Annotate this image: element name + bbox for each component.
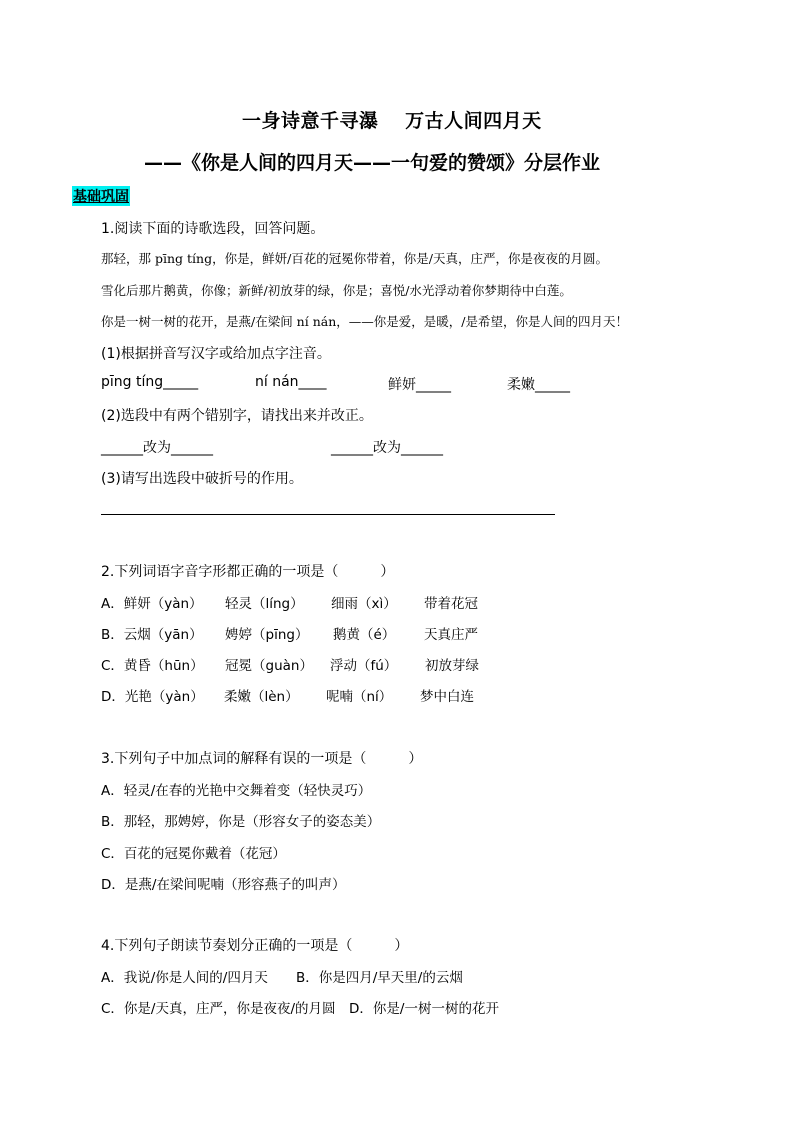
q1-poem-line: 雪化后那片鹅黄，你像；新鲜/初放芽的绿，你是；喜悦/水光浮动着你梦期待中白莲。 xyxy=(101,283,572,298)
q2-option-d-item: 梦中白连 xyxy=(420,689,474,705)
q2-option-a-item: 带着花冠 xyxy=(424,596,478,612)
q1-blank: pīng tíng_____ xyxy=(101,374,199,390)
section-badge: 基础巩固 xyxy=(72,186,130,206)
q3-option-d: D．是燕/在梁间呢喃（形容燕子的叫声） xyxy=(101,877,346,893)
q1-stem: 1.阅读下面的诗歌选段，回答问题。 xyxy=(101,221,325,237)
q2-option-d-item: 呢喃（ní） xyxy=(326,689,393,705)
q1-correction-blank: ______改为______ xyxy=(331,440,443,456)
q2-option-c-item: 冠冕（guàn） xyxy=(225,658,313,674)
q1-sub3: (3)请写出选段中破折号的作用。 xyxy=(101,471,303,487)
q4-option-a: A．我说/你是人间的/四月天 xyxy=(101,970,268,986)
q4-option-b: B．你是四月/早天里/的云烟 xyxy=(296,970,463,986)
q2-option-b-item: 娉婷（pīng） xyxy=(225,627,309,643)
q2-option-c-item: 初放芽绿 xyxy=(425,658,479,674)
q2-option-b: B．云烟（yān） xyxy=(101,627,203,643)
q2-option-b-item: 天真庄严 xyxy=(424,627,478,643)
q3-option-a: A．轻灵/在春的光艳中交舞着变（轻快灵巧） xyxy=(101,783,372,799)
answer-line xyxy=(101,514,555,515)
q4-option-d: D．你是/一树一树的花开 xyxy=(349,1001,499,1017)
q3-stem: 3.下列句子中加点词的解释有误的一项是（ ） xyxy=(101,751,423,767)
q1-blank: ní nán____ xyxy=(255,374,327,390)
page-subtitle: ——《你是人间的四月天——一句爱的赞颂》分层作业 xyxy=(144,152,601,174)
q1-sub1: (1)根据拼音写汉字或给加点字注音。 xyxy=(101,346,331,362)
q2-option-d-item: 柔嫩（lèn） xyxy=(224,689,299,705)
q2-option-a-item: 轻灵（líng） xyxy=(225,596,304,612)
q1-poem-line: 你是一树一树的花开，是燕/在梁间 ní nán，——你是爱，是暖，/是希望，你是人间的四月天！ xyxy=(101,314,628,329)
q2-option-c: C．黄昏（hūn） xyxy=(101,658,204,674)
page-title: 一身诗意千寻瀑 万古人间四月天 xyxy=(242,110,542,132)
q2-option-c-item: 浮动（fú） xyxy=(330,658,398,674)
q1-sub2: (2)选段中有两个错别字，请找出来并改正。 xyxy=(101,408,373,424)
q1-poem-line: 那轻，那 pīng tíng，你是，鲜妍/百花的冠冕你带着，你是/天真，庄严，你是夜夜的月圆。 xyxy=(101,251,608,266)
q4-stem: 4.下列句子朗读节奏划分正确的一项是（ ） xyxy=(101,938,409,954)
q4-option-c: C．你是/天真，庄严，你是夜夜/的月圆 xyxy=(101,1001,336,1017)
q1-blank: 鲜妍_____ xyxy=(388,377,451,393)
q2-option-b-item: 鹅黄（é） xyxy=(333,627,396,643)
q2-stem: 2.下列词语字音字形都正确的一项是（ ） xyxy=(101,564,395,580)
q1-correction-blank: ______改为______ xyxy=(101,440,213,456)
q2-option-a: A．鲜妍（yàn） xyxy=(101,596,203,612)
q3-option-c: C．百花的冠冕你戴着（花冠） xyxy=(101,846,286,862)
q1-blank: 柔嫩_____ xyxy=(507,377,570,393)
q3-option-b: B．那轻，那娉婷，你是（形容女子的姿态美） xyxy=(101,814,381,830)
q2-option-a-item: 细雨（xì） xyxy=(331,596,397,612)
q2-option-d: D．光艳（yàn） xyxy=(101,689,204,705)
